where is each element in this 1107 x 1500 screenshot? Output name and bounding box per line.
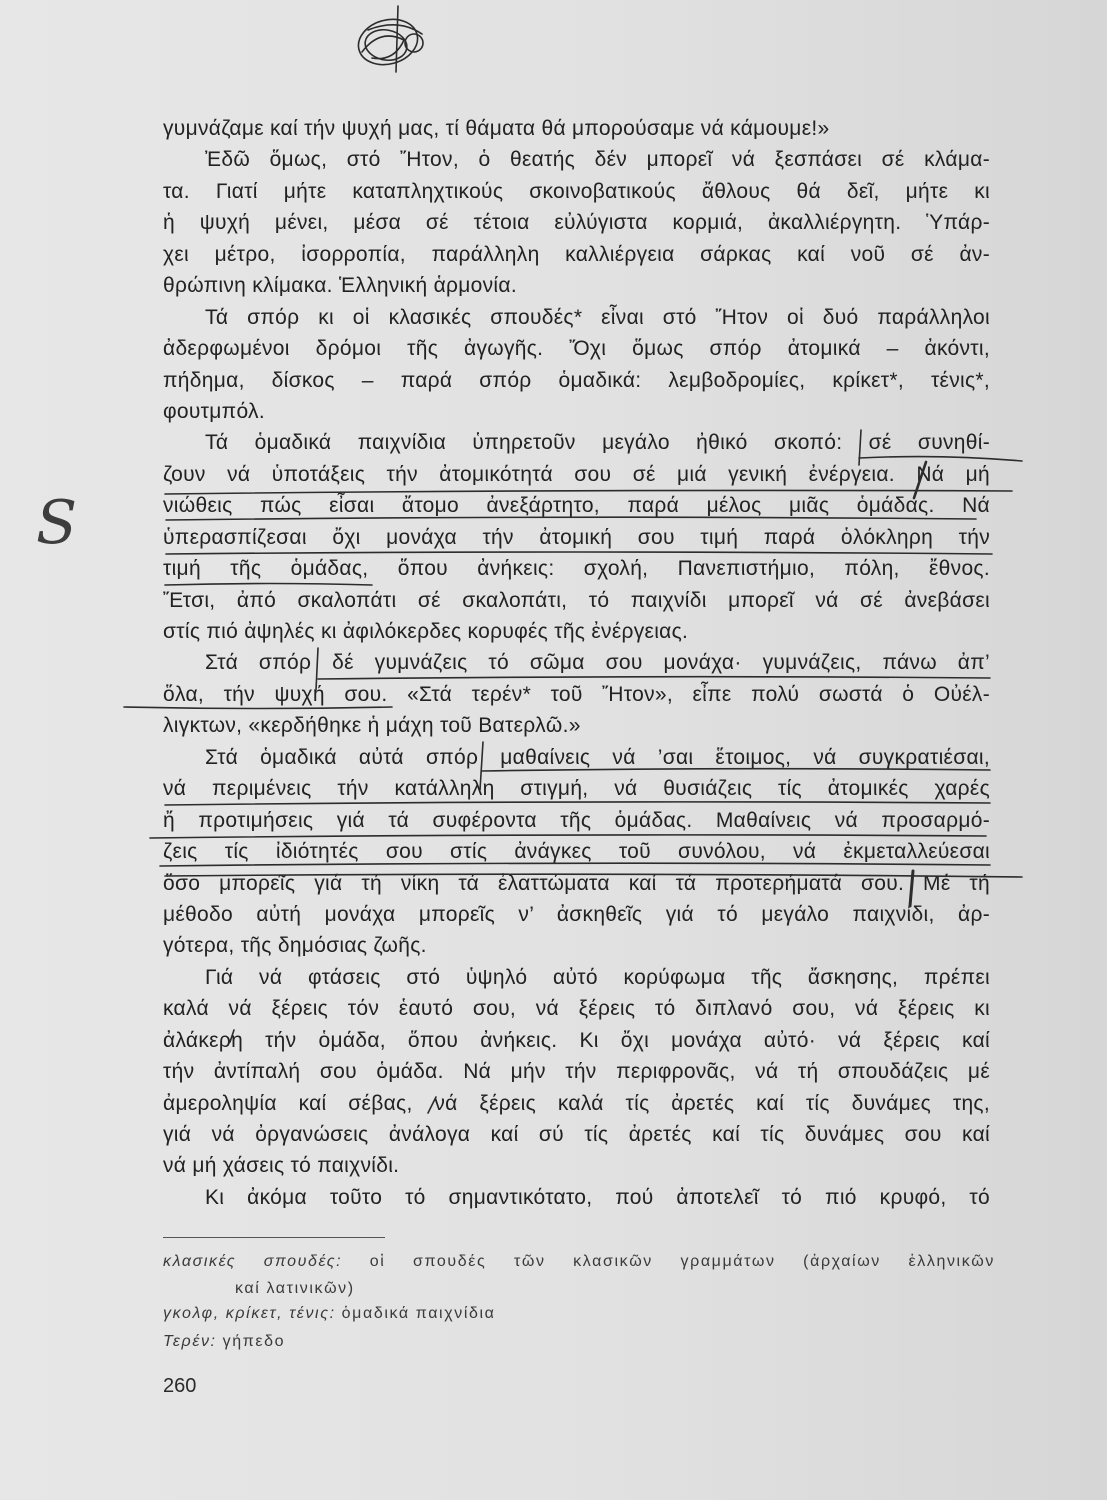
text-line: ὅσο μπορεῖς γιά τή νίκη τά ἐλαττώματα καί τά προτερήματά σου. Μέ τή xyxy=(163,871,990,895)
text-line: στίς πιό ἀψηλές κι ἀφιλόκερδες κορυφές τῆς ἐνέργειας. xyxy=(163,620,689,643)
paragraph xyxy=(163,742,990,962)
text-line: μέθοδο αὐτή μονάχα μπορεῖς ν’ ἀσκηθεῖς γιά τό μεγάλο παιχνίδι, ἀρ- xyxy=(163,902,990,926)
text-line: νά περιμένεις τήν κατάλληλη στιγμή, νά θυσιάζεις τίς ἀτομικές χαρές xyxy=(163,777,990,801)
pen-scribble xyxy=(353,6,423,72)
text-line: θρώπινη κλίμακα. Ἑλληνική ἁρμονία. xyxy=(163,274,517,298)
text-line: Ἐδῶ ὅμως, στό Ἤτον, ὁ θεατής δέν μπορεῖ νά ξεσπάσει σέ κλάμα- xyxy=(205,148,990,172)
footnote-definition: γήπεδο xyxy=(222,1333,286,1350)
text-line: ὅλα, τήν ψυχή σου. «Στά τερέν* τοῦ Ἤτον», εἶπε πολύ σωστά ὁ Οὐέλ- xyxy=(163,682,990,706)
text-line: νά μή χάσεις τό παιχνίδι. xyxy=(163,1154,400,1178)
text-line: λιγκτων, «κερδήθηκε ἡ μάχη τοῦ Βατερλῶ.» xyxy=(163,714,581,738)
margin-note: S xyxy=(36,488,78,558)
footnote-term: κλασικές σπουδές: xyxy=(163,1253,343,1270)
footnote-continuation: καί λατινικῶν) xyxy=(235,1280,355,1297)
text-line: ζεις τίς ἰδιότητές σου στίς ἀνάγκες τοῦ συνόλου, νά ἐκμεταλλεύεσαι xyxy=(163,840,990,864)
footnote xyxy=(163,1249,995,1275)
text-line: Στά σπόρ δέ γυμνάζεις τό σῶμα σου μονάχα· γυμνάζεις, πάνω ἀπ’ xyxy=(205,651,990,675)
text-line: ἤ προτιμήσεις γιά τά συφέροντα τῆς ὁμάδας. Μαθαίνεις νά προσαρμό- xyxy=(163,808,990,832)
text-line: Τά σπόρ κι οἱ κλασικές σπουδές* εἶναι στό Ἤτον οἱ δυό παράλληλοι xyxy=(205,305,990,329)
text-line: τα. Γιατί μήτε καταπληχτικούς σκοινοβατικούς ἄθλους θά δεῖ, μήτε κι xyxy=(163,179,990,203)
text-line: ὑπερασπίζεσαι ὄχι μονάχα τήν ἀτομική σου τιμή παρά ὁλόκληρη τήν xyxy=(163,525,990,549)
text-line: καλά νά ξέρεις τόν ἑαυτό σου, νά ξέρεις τό διπλανό σου, νά ξέρεις κι xyxy=(163,997,990,1021)
text-line: φουτμπόλ. xyxy=(163,399,265,423)
paragraph xyxy=(163,144,990,301)
text-line: ἀμεροληψία καί σέβας, νά ξέρεις καλά τίς ἀρετές καί τίς δυνάμες της, xyxy=(163,1091,990,1115)
text-line: Ἔτσι, ἀπό σκαλοπάτι σέ σκαλοπάτι, τό παιχνίδι μπορεῖ νά σέ ἀνεβάσει xyxy=(163,588,990,612)
paragraph xyxy=(163,1182,990,1213)
text-line: ἀλάκερη τήν ὁμάδα, ὅπου ἀνήκεις. Κι ὄχι μονάχα αὐτό· νά ξέρεις καί xyxy=(163,1028,990,1052)
text-line: τιμή τῆς ὁμάδας, ὅπου ἀνήκεις: σχολή, Πανεπιστήμιο, πόλη, ἔθνος. xyxy=(163,557,990,581)
paragraph xyxy=(163,427,990,647)
text-line: ζουν νά ὑποτάξεις τήν ἀτομικότητά σου σέ μιά γενική ἐνέργεια. Νά μή xyxy=(163,462,990,486)
text-line: χει μέτρο, ἰσορροπία, παράλληλη καλλιέργεια σάρκας καί νοῦ σέ ἀν- xyxy=(163,242,990,266)
footnote-term: γκολφ, κρίκετ, τένις: xyxy=(163,1305,336,1322)
footnote-definition: οἱ σπουδές τῶν κλασικῶν γραμμάτων (ἀρχαίων ἑλληνικῶν xyxy=(369,1253,996,1270)
text-line: νιώθεις πώς εἶσαι ἄτομο ἀνεξάρτητο, παρά μέλος μιᾶς ὁμάδας. Νά xyxy=(163,494,990,518)
text-line: γότερα, τῆς δημόσιας ζωῆς. xyxy=(163,934,427,958)
paragraph xyxy=(163,962,990,1182)
paragraph xyxy=(163,113,990,144)
text-line: Τά ὁμαδικά παιχνίδια ὑπηρετοῦν μεγάλο ἠθικό σκοπό: σέ συνηθί- xyxy=(205,431,990,455)
footnote-divider xyxy=(163,1237,385,1238)
text-line: Κι ἀκόμα τοῦτο τό σημαντικότατο, πού ἀποτελεῖ τό πιό κρυφό, τό xyxy=(205,1185,990,1209)
text-line: Στά ὁμαδικά αὐτά σπόρ μαθαίνεις νά ’σαι ἕτοιμος, νά συγκρατιέσαι, xyxy=(205,745,990,769)
paragraph xyxy=(163,647,990,741)
text-line: Γιά νά φτάσεις στό ὑψηλό αὐτό κορύφωμα τῆς ἄσκησης, πρέπει xyxy=(205,965,990,989)
footnote-definition: ὁμαδικά παιχνίδια xyxy=(341,1305,496,1322)
text-line: γιά νά ὀργανώσεις ἀνάλογα καί σύ τίς ἀρετές καί τίς δυνάμες σου καί xyxy=(163,1123,990,1146)
footnote xyxy=(163,1329,285,1355)
text-line: πήδημα, δίσκος – παρά σπόρ ὁμαδικά: λεμβοδρομίες, κρίκετ*, τένις*, xyxy=(163,368,990,392)
text-line: τήν ἀντίπαλή σου ὁμάδα. Νά μήν τήν περιφρονᾶς, νά τή σπουδάζεις μέ xyxy=(163,1060,990,1084)
page-number: 260 xyxy=(163,1375,197,1397)
paragraph xyxy=(163,302,990,428)
body-text xyxy=(163,113,990,1213)
footnote-term: Τερέν: xyxy=(163,1333,217,1350)
text-line: ἀδερφωμένοι δρόμοι τῆς ἀγωγῆς. Ὄχι ὅμως σπόρ ἀτομικά – ἀκόντι, xyxy=(163,337,990,361)
text-line: ἡ ψυχή μένει, μέσα σέ τέτοια εὐλύγιστα κορμιά, ἀκαλλιέργητη. Ὑπάρ- xyxy=(163,211,990,235)
text-line: γυμνάζαμε καί τήν ψυχή μας, τί θάματα θά μπορούσαμε νά κάμουμε!» xyxy=(163,117,830,140)
footnote xyxy=(163,1301,495,1327)
